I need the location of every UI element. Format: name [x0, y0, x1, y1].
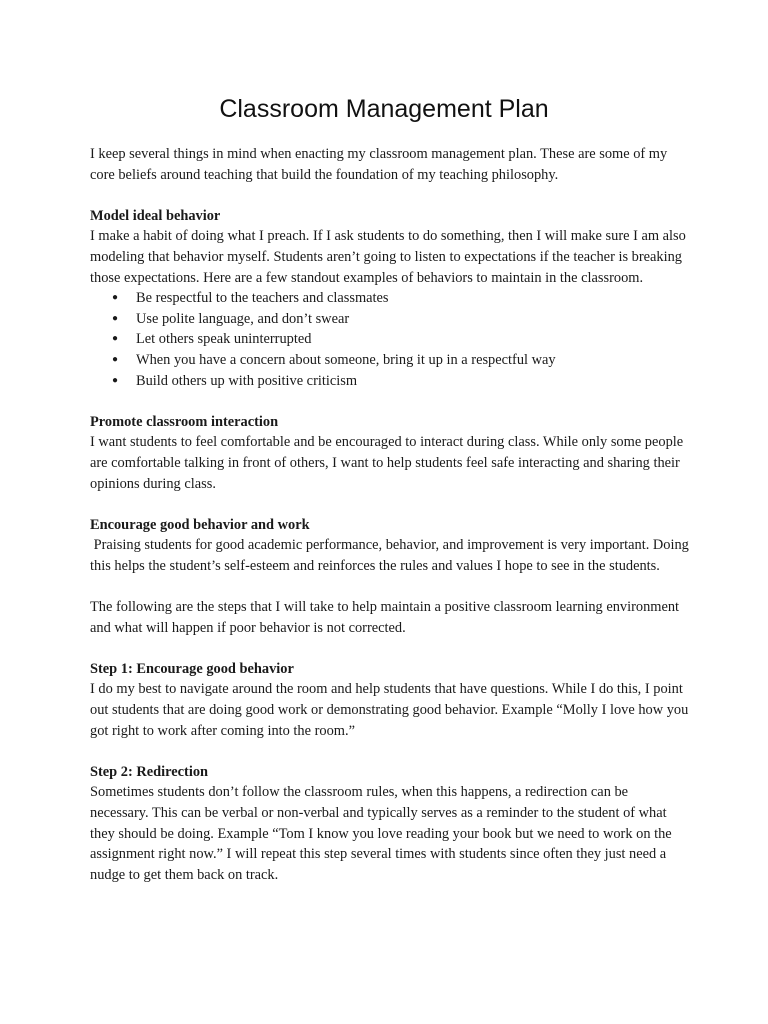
section-heading-encourage: Encourage good behavior and work	[90, 516, 310, 533]
spacer	[90, 638, 690, 659]
list-item-text: Let others speak uninterrupted	[136, 331, 312, 348]
behavior-list	[90, 288, 690, 391]
spacer	[90, 391, 690, 412]
list-item-text: Build others up with positive criticism	[136, 372, 358, 389]
step-2-text: Sometimes students don’t follow the classroom rules, when this happens, a redirection can be necessary. This can be verbal or non-verbal and typically serves as a reminder to the student of what they should be doing. Example “Tom I know you love reading your book but we need to work on the assignment right now.” I will repeat this step several times with students since often they just need a nudge to get them back on track.	[90, 784, 672, 883]
step-2-heading: Step 2: Redirection	[90, 763, 209, 780]
page-title: Classroom Management Plan	[219, 95, 549, 123]
spacer	[90, 494, 690, 515]
section-text-interaction: I want students to feel comfortable and be encouraged to interact during class. While only some people are comfortable talking in front of others, I want to help students feel safe interacting and sharing their opinions during class.	[90, 434, 684, 492]
spacer	[90, 185, 690, 206]
list-item	[90, 309, 690, 330]
section-heading-interaction: Promote classroom interaction	[90, 413, 279, 430]
document-body	[90, 144, 693, 885]
section-text-encourage: Praising students for good academic performance, behavior, and improvement is very important. Doing this helps the student’s self-esteem and reinforces the rules and values I hope to see in the students.	[90, 537, 693, 574]
bullet-icon: ●	[112, 292, 119, 304]
list-item	[90, 371, 690, 392]
bullet-icon: ●	[112, 374, 119, 386]
list-item-text: Be respectful to the teachers and classmates	[136, 290, 389, 307]
bullet-icon: ●	[112, 353, 119, 365]
list-item-text: Use polite language, and don’t swear	[136, 310, 350, 327]
bullet-icon: ●	[112, 312, 119, 324]
step-1-text: I do my best to navigate around the room and help students that have questions. While I do this, I point out students that are doing good work or demonstrating good behavior. Example “Molly I love how you got right to work after coming into the room.”	[90, 681, 689, 739]
list-item	[90, 350, 690, 371]
list-item	[90, 288, 690, 309]
intro-paragraph: I keep several things in mind when enacting my classroom management plan. These are some of my core beliefs around teaching that build the foundation of my teaching philosophy.	[90, 146, 668, 183]
bullet-icon: ●	[112, 333, 119, 345]
step-1-heading: Step 1: Encourage good behavior	[90, 660, 294, 677]
spacer	[90, 576, 690, 597]
section-text-model: I make a habit of doing what I preach. If I ask students to do something, then I will make sure I am also modeling that behavior myself. Students aren’t going to listen to expectations if the teacher is breaking those expectations. Here are a few standout examples of behaviors to maintain in the classroom.	[90, 228, 686, 286]
spacer	[90, 741, 690, 762]
section-heading-model: Model ideal behavior	[90, 207, 221, 224]
steps-intro-paragraph: The following are the steps that I will take to help maintain a positive classroom learning environment and what will happen if poor behavior is not corrected.	[90, 599, 680, 636]
list-item	[90, 329, 690, 350]
list-item-text: When you have a concern about someone, bring it up in a respectful way	[136, 351, 556, 368]
